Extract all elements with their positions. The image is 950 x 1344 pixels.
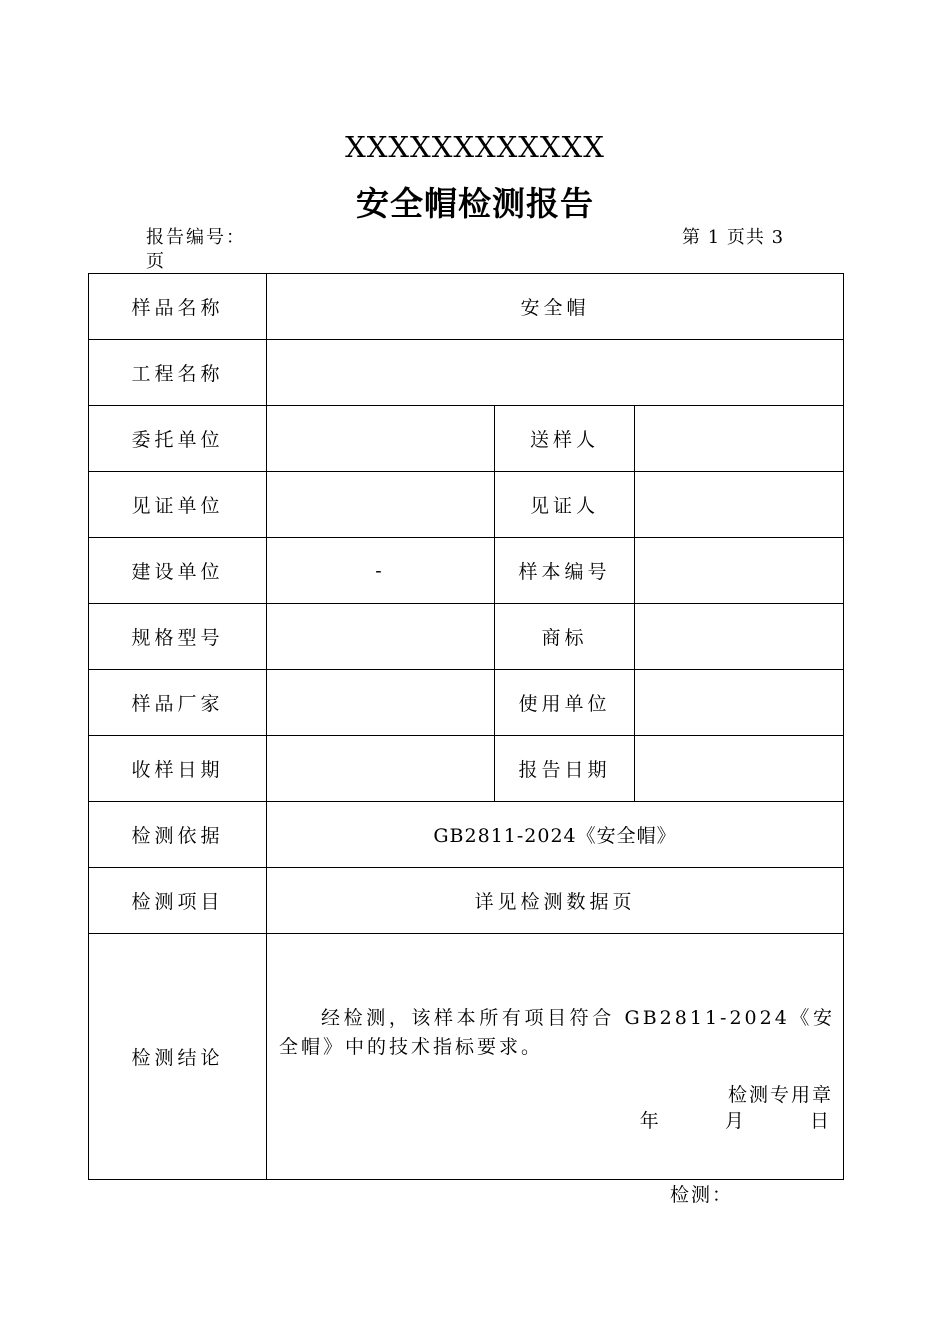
field-label: 规格型号: [89, 604, 267, 670]
date-year: 年: [639, 1110, 663, 1132]
field-label: 委托单位: [89, 406, 267, 472]
date-month: 月: [724, 1110, 748, 1132]
field-value: [267, 340, 844, 406]
conclusion-text: 经检测，该样本所有项目符合 GB2811-2024《安全帽》中的技术指标要求。: [279, 1007, 836, 1058]
table-row: [89, 472, 844, 538]
table-row: [89, 406, 844, 472]
table-row: [89, 868, 844, 934]
table-row: [89, 604, 844, 670]
field-value: [635, 604, 844, 670]
field-label: 送样人: [495, 406, 635, 472]
field-value: [267, 406, 495, 472]
field-label: 使用单位: [495, 670, 635, 736]
report-number-wrap: 页: [146, 251, 166, 272]
field-label: 检测结论: [89, 934, 267, 1180]
page-info: 第 1 页共 3: [682, 227, 785, 248]
field-value: [635, 736, 844, 802]
field-value: 详见检测数据页: [267, 868, 844, 934]
field-value: [267, 736, 495, 802]
table-row: [89, 340, 844, 406]
field-label: 商标: [495, 604, 635, 670]
table-row: [89, 802, 844, 868]
field-label: 检测项目: [89, 868, 267, 934]
field-label: 样本编号: [495, 538, 635, 604]
field-value: [267, 670, 495, 736]
table-row: [89, 736, 844, 802]
date-day: 日: [810, 1110, 834, 1132]
field-label: 见证人: [495, 472, 635, 538]
field-value: -: [267, 538, 495, 604]
field-label: 检测依据: [89, 802, 267, 868]
field-value: [635, 406, 844, 472]
field-value: [267, 472, 495, 538]
report-title: 安全帽检测报告: [356, 184, 594, 223]
field-value: [635, 670, 844, 736]
field-value: GB2811-2024《安全帽》: [267, 802, 844, 868]
field-value: 安全帽: [267, 274, 844, 340]
table-row: [89, 934, 844, 1180]
table-row: [89, 274, 844, 340]
table-row: [89, 670, 844, 736]
field-label: 建设单位: [89, 538, 267, 604]
report-number-label: 报告编号：: [146, 227, 246, 248]
field-label: 报告日期: [495, 736, 635, 802]
inspector-label: 检测：: [670, 1184, 734, 1206]
inspection-seal-label: 检测专用章: [728, 1084, 834, 1106]
field-label: 工程名称: [89, 340, 267, 406]
field-label: 收样日期: [89, 736, 267, 802]
field-label: 见证单位: [89, 472, 267, 538]
organization-name: XXXXXXXXXXXX: [345, 130, 605, 164]
field-value: [635, 538, 844, 604]
table-row: [89, 538, 844, 604]
conclusion-cell: [267, 934, 844, 1180]
report-number: [146, 226, 256, 274]
field-label: 样品名称: [89, 274, 267, 340]
field-value: [635, 472, 844, 538]
report-table: [88, 273, 844, 1180]
field-value: [267, 604, 495, 670]
conclusion-date: [640, 1106, 833, 1133]
field-label: 样品厂家: [89, 670, 267, 736]
